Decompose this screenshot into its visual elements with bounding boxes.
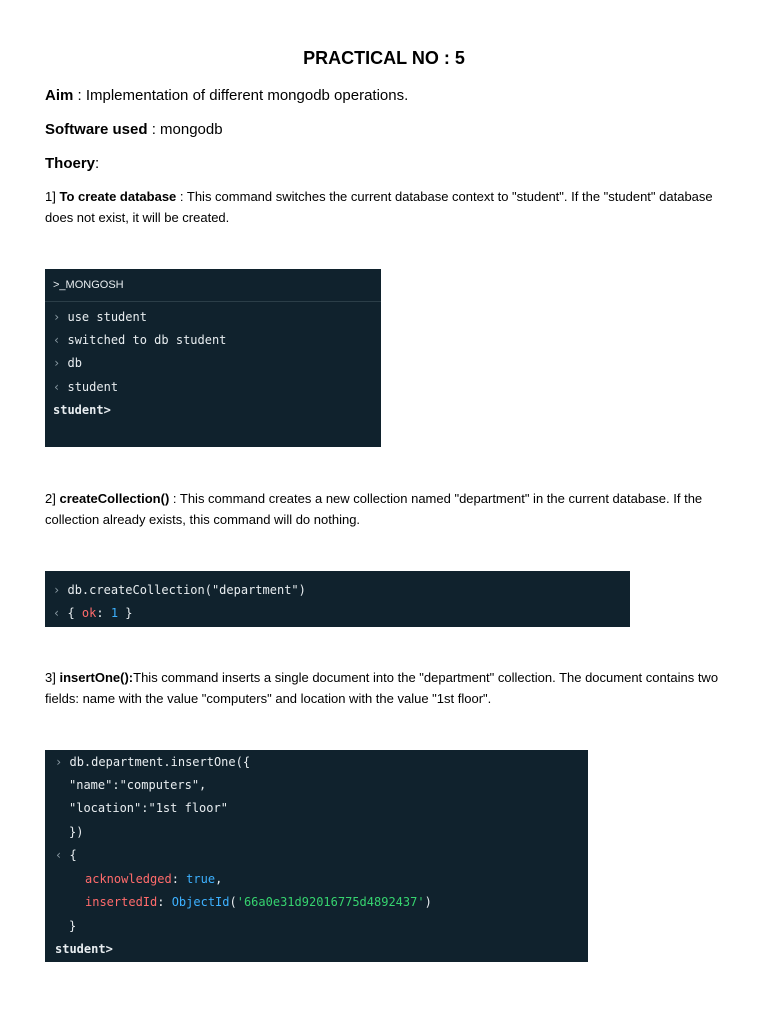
- command-text: db.department.insertOne({: [69, 755, 251, 769]
- terminal-line: [53, 606, 133, 620]
- output-chevron-icon: ‹: [55, 848, 63, 862]
- command-text: use student: [67, 310, 147, 324]
- section-3-description: [45, 667, 735, 709]
- software-text: : mongodb: [147, 121, 223, 138]
- terminal-line: [55, 848, 77, 862]
- shell-prompt: student>: [55, 942, 113, 956]
- result-value: true: [186, 872, 216, 886]
- aim-text: : Implementation of different mongodb operations.: [73, 87, 409, 104]
- output-text: switched to db student: [67, 333, 227, 347]
- mongosh-terminal-3: [45, 750, 588, 962]
- objectid-function: ObjectId: [171, 895, 230, 909]
- section-1-label: To create database: [59, 189, 177, 204]
- terminal-line: [69, 825, 83, 839]
- section-1-number: 1]: [45, 189, 60, 204]
- terminal-line: [69, 919, 76, 933]
- section-3-number: 3]: [45, 670, 60, 685]
- result-key: ok: [81, 606, 97, 620]
- theory-label: Thoery: [45, 155, 96, 172]
- terminal-divider: [45, 301, 381, 302]
- page-title: PRACTICAL NO : 5: [303, 48, 465, 68]
- terminal-line: [53, 356, 82, 370]
- result-value: 1: [110, 606, 119, 620]
- theory-line: [45, 155, 99, 172]
- section-3-text: This command inserts a single document into the "department" collection. The document contains two fields: name with the value "computers" and location with the value "1st floor".: [45, 670, 719, 706]
- aim-label: Aim: [45, 87, 74, 104]
- mongosh-terminal-1: [45, 269, 381, 447]
- software-label: Software used: [45, 121, 148, 138]
- theory-colon: :: [95, 155, 100, 172]
- brace: {: [69, 848, 77, 862]
- command-text: "location":"1st floor": [69, 801, 228, 815]
- input-chevron-icon: ›: [53, 583, 61, 597]
- section-2-number: 2]: [45, 491, 60, 506]
- section-3-label: insertOne():: [59, 670, 134, 685]
- output-chevron-icon: ‹: [53, 606, 61, 620]
- terminal-line: [53, 310, 147, 324]
- command-text: db.createCollection("department"): [67, 583, 306, 597]
- command-text: }): [69, 825, 84, 839]
- input-chevron-icon: ›: [55, 755, 63, 769]
- output-chevron-icon: ‹: [53, 380, 61, 394]
- section-1-description: [45, 186, 735, 228]
- mongosh-header: >_MONGOSH: [53, 279, 124, 291]
- terminal-line: acknowledged: true,: [85, 872, 223, 886]
- result-key: acknowledged: [85, 872, 172, 886]
- objectid-value: '66a0e31d92016775d4892437': [236, 895, 425, 909]
- terminal-line: [53, 583, 306, 597]
- command-text: "name":"computers",: [69, 778, 207, 792]
- terminal-line: [55, 755, 250, 769]
- section-2-text: : This command creates a new collection named "department" in the current database. If the collection already exists, this command will do nothing.: [45, 491, 703, 527]
- colon: :: [96, 606, 111, 620]
- terminal-line: [53, 333, 226, 347]
- section-2-label: createCollection(): [59, 491, 173, 506]
- brace: }: [69, 919, 77, 933]
- terminal-line: [53, 380, 118, 394]
- input-chevron-icon: ›: [53, 310, 61, 324]
- brace: {: [67, 606, 82, 620]
- software-line: [45, 121, 223, 138]
- result-key: insertedId: [85, 895, 158, 909]
- input-chevron-icon: ›: [53, 356, 61, 370]
- shell-prompt: student>: [53, 403, 111, 417]
- command-text: db: [67, 356, 82, 370]
- terminal-line: [69, 778, 206, 792]
- output-text: student: [67, 380, 119, 394]
- aim-line: [45, 87, 408, 104]
- section-2-description: [45, 488, 735, 530]
- mongosh-terminal-2: [45, 571, 630, 627]
- brace: }: [118, 606, 133, 620]
- terminal-line: insertedId: ObjectId('66a0e31d92016775d4892437'): [85, 895, 432, 909]
- section-1-text: : This command switches the current database context to "student". If the "student" database does not exist, it will be created.: [45, 189, 713, 225]
- terminal-line: [69, 801, 228, 815]
- output-chevron-icon: ‹: [53, 333, 61, 347]
